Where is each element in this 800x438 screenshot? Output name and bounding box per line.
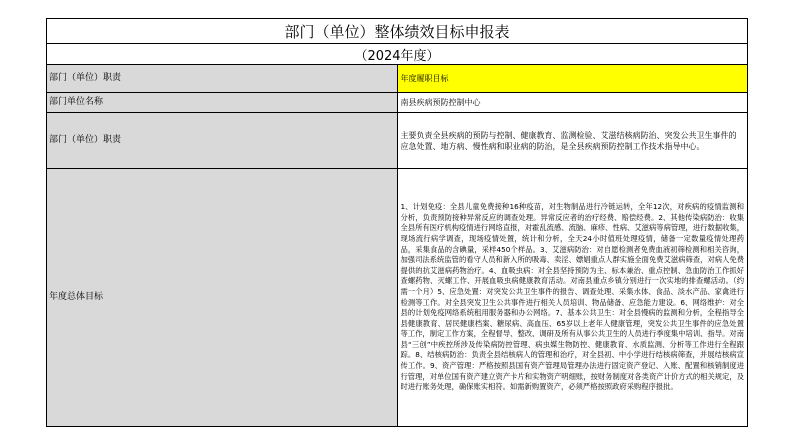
functions-value[interactable]: 主要负责全县疾病的预防与控制、健康教育、监测检验、艾滋结核病防治、突发公共卫生事件的应急处置、地方病、慢性病和职业病的防治，是全县疾病预防控制工作技术指导中心。 bbox=[397, 113, 748, 169]
unit-name-row bbox=[47, 93, 748, 113]
functions-label: 部门（单位）职责 bbox=[47, 113, 398, 169]
unit-name-value[interactable]: 南县疾病预防控制中心 bbox=[397, 93, 748, 113]
form-year: （2024年度） bbox=[47, 44, 748, 65]
annual-goal-label: 年度总体目标 bbox=[47, 169, 398, 427]
duty-value[interactable]: 年度履职目标 bbox=[397, 65, 748, 93]
annual-goal-row bbox=[47, 169, 748, 427]
annual-goal-value[interactable]: 1、计划免疫：全县儿童免费接种16种疫苗，对生物制品进行冷链运转，全年12次，对疾病的疫情监测和分析，负责预防接种异常反应的调查处理。异常反应者的治疗经费、赔偿经费。2、其他传染病防治：收集全县所有医疗机构疫情进行网络直报，对霍乱流感、流脑、麻疹、性病、艾滋病等病管理，进行数据收集，现场流行病学调查，现场疫情处置，统计和分析，全天24小时值班处理疫情，储备一定数量疫情处理药品，采集食品的含碘量，采样450个样品。3、艾滋病防治：对自愿检测者免费血液初筛检测和相关咨询，加强司法系统监管的看守人员和新入所的吸毒、卖淫、嫖娼重点人群实施全面免费艾滋病筛查，对病人免费提供的抗艾滋病药物治疗。4、血吸虫病：对全县坚持预防为主、标本兼治、重点控制、急血防治工作抓好查螺药物、灭螺工作、开展血吸虫病健康教育活动。对南县重点乡镇分别进行一次实地的排查螺活动。（约需一个月）5、应急处置：对突发公共卫生事件的报告、调查处理、采集水体、食品、淡水产品、家禽进行检测等工作。对全县突发卫生公共事件进行相关人员培训、物品储备、应急能力建设。6、网络维护：对全县的计划免疫网络系统租用服务器和办公网络。7、基本公共卫生：对全县慢病的监测和分析，全程指导全县健康教育、居民健康档案、糖尿病、高血压、65岁以上老年人健康管理，突发公共卫生事件的应急处置等工作，制定工作方案，全程督导、整改、调研及所有从事公共卫生的人员进行季度集中培训、指导。对南县“三创”中疾控所涉及传染病防控管理、病虫媒生物防控、健康教育、水质监测、分析等工作进行全程跟踪。8、结核病防治：负责全县结核病人的管理和治疗，对全县初、中小学进行结核病筛查，并展结核病宣传工作。9、资产管理：严格按照县国有资产管理局管理办法进行固定资产登记、入账、配置和核销制度进行管理，对单位国有资产建立资产卡片和实物资产明细账，按财务制度对各类资产计价方式的相关规定，及时进行账务处理，确保账实相符。如需新购置资产，必须严格按照政府采购程序报批。 bbox=[397, 169, 748, 427]
form-title: 部门（单位）整体绩效目标申报表 bbox=[47, 19, 748, 44]
functions-row bbox=[47, 113, 748, 169]
performance-goal-form bbox=[46, 18, 748, 427]
subtitle-row bbox=[47, 44, 748, 65]
title-row bbox=[47, 19, 748, 44]
form-table bbox=[46, 18, 748, 427]
unit-name-label: 部门单位名称 bbox=[47, 93, 398, 113]
duty-label: 部门（单位）职责 bbox=[47, 65, 398, 93]
duty-row bbox=[47, 65, 748, 93]
